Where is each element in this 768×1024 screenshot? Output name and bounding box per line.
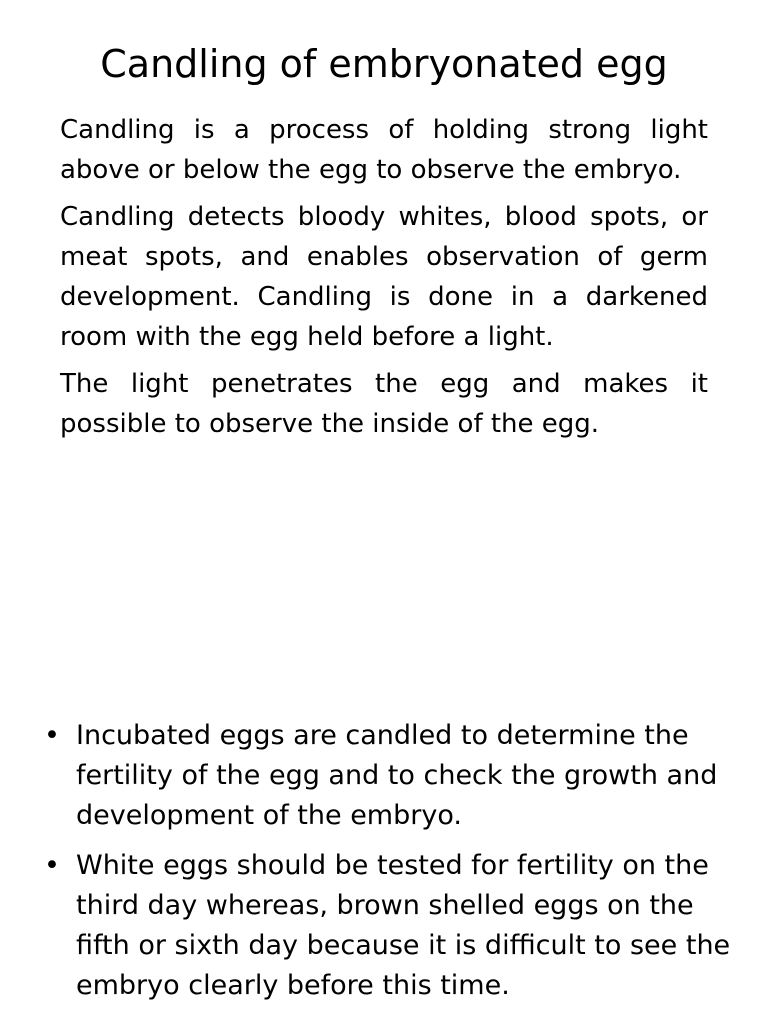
intro-text-block (60, 110, 708, 451)
paragraph-light-penetration: The light penetrates the egg and makes it possible to observe the inside of the egg. (60, 369, 708, 439)
bullet-text: White eggs should be tested for fertility on the third day whereas, brown shelled eggs on the fifth or sixth day because it is difficult to see the embryo clearly before this time. (76, 850, 731, 1001)
paragraph-candling-detection: Candling detects bloody whites, blood spots, or meat spots, and enables observation of germ development. Candling is done in a darkened room with the egg held before a light. (60, 202, 708, 352)
bullet-list (44, 716, 734, 1016)
bullet-icon: • (44, 850, 60, 881)
bullet-icon: • (44, 720, 60, 751)
slide-title: Candling of embryonated egg (100, 42, 668, 86)
paragraph-candling-definition: Candling is a process of holding strong light above or below the egg to observe the embryo. (60, 115, 708, 185)
bullet-item-incubated-eggs (44, 716, 734, 836)
bullet-text: Incubated eggs are candled to determine the fertility of the egg and to check the growth and development of the embryo. (76, 720, 718, 831)
bullet-item-white-eggs (44, 846, 734, 1006)
